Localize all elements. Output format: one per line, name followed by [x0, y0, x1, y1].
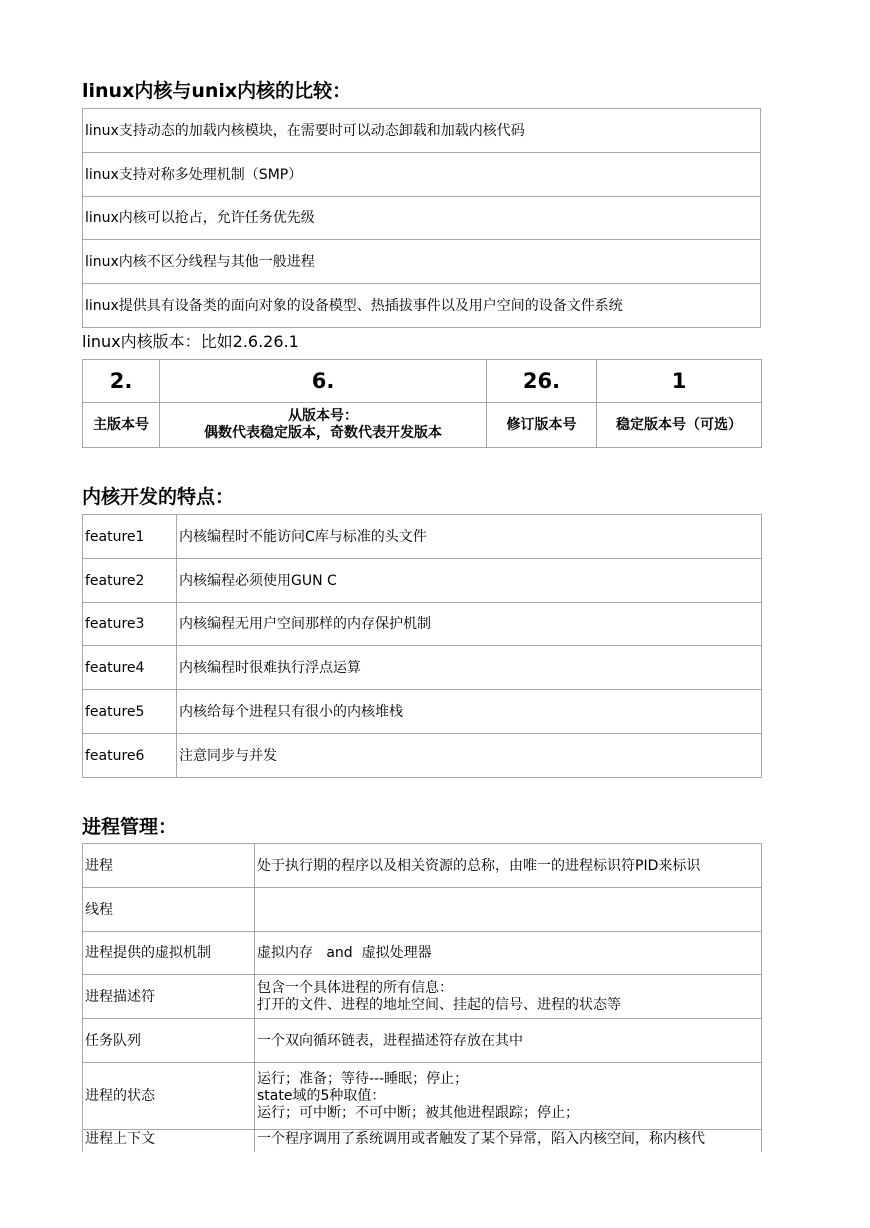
process-value: 一个程序调用了系统调用或者触发了某个异常，陷入内核空间，称内核代: [255, 1130, 762, 1152]
comparison-table: [82, 108, 761, 328]
process-key: 进程描述符: [83, 975, 255, 1019]
feature-key: feature3: [83, 603, 177, 646]
revision-version-label: 修订版本号: [487, 403, 597, 448]
comparison-heading: linux内核与unix内核的比较：: [82, 80, 352, 102]
process-key: 进程的状态: [83, 1063, 255, 1130]
process-value: 虚拟内存 and 虚拟处理器: [255, 932, 762, 975]
feature-key: feature2: [83, 559, 177, 603]
version-line: linux内核版本：比如2.6.26.1: [82, 332, 299, 351]
process-value: 运行；准备；等待---睡眠；停止； state域的5种取值： 运行；可中断；不可中断；被其他进程跟踪；停止；: [255, 1063, 762, 1130]
comparison-item: linux内核不区分线程与其他一般进程: [83, 240, 761, 284]
feature-value: 内核编程时很难执行浮点运算: [177, 646, 762, 690]
comparison-item: linux支持动态的加载内核模块，在需要时可以动态卸载和加载内核代码: [83, 109, 761, 153]
process-heading: 进程管理：: [82, 816, 178, 838]
comparison-item: linux支持对称多处理机制（SMP）: [83, 153, 761, 197]
comparison-item: linux提供具有设备类的面向对象的设备模型、热插拔事件以及用户空间的设备文件系统: [83, 284, 761, 328]
minor-version-number: 6.: [160, 360, 487, 403]
feature-value: 内核编程必须使用GUN C: [177, 559, 762, 603]
major-version-label: 主版本号: [83, 403, 160, 448]
process-key: 进程: [83, 844, 255, 888]
feature-key: feature6: [83, 734, 177, 778]
process-key: 进程上下文: [83, 1130, 255, 1152]
minor-version-label: 从版本号： 偶数代表稳定版本，奇数代表开发版本: [160, 403, 487, 448]
comparison-item: linux内核可以抢占，允许任务优先级: [83, 197, 761, 240]
process-table: [82, 843, 762, 1152]
process-value: 处于执行期的程序以及相关资源的总称，由唯一的进程标识符PID来标识: [255, 844, 762, 888]
process-value: 一个双向循环链表，进程描述符存放在其中: [255, 1019, 762, 1063]
feature-key: feature5: [83, 690, 177, 734]
feature-value: 内核给每个进程只有很小的内核堆栈: [177, 690, 762, 734]
version-table: [82, 359, 762, 448]
feature-key: feature4: [83, 646, 177, 690]
features-table: [82, 514, 762, 778]
process-key: 线程: [83, 888, 255, 932]
features-heading: 内核开发的特点：: [82, 486, 235, 508]
stable-version-number: 1: [597, 360, 762, 403]
feature-value: 内核编程无用户空间那样的内存保护机制: [177, 603, 762, 646]
process-value: [255, 888, 762, 932]
revision-version-number: 26.: [487, 360, 597, 403]
process-key: 进程提供的虚拟机制: [83, 932, 255, 975]
feature-key: feature1: [83, 515, 177, 559]
feature-value: 注意同步与并发: [177, 734, 762, 778]
process-key: 任务队列: [83, 1019, 255, 1063]
feature-value: 内核编程时不能访问C库与标准的头文件: [177, 515, 762, 559]
stable-version-label: 稳定版本号（可选）: [597, 403, 762, 448]
major-version-number: 2.: [83, 360, 160, 403]
process-value: 包含一个具体进程的所有信息： 打开的文件、进程的地址空间、挂起的信号、进程的状态等: [255, 975, 762, 1019]
